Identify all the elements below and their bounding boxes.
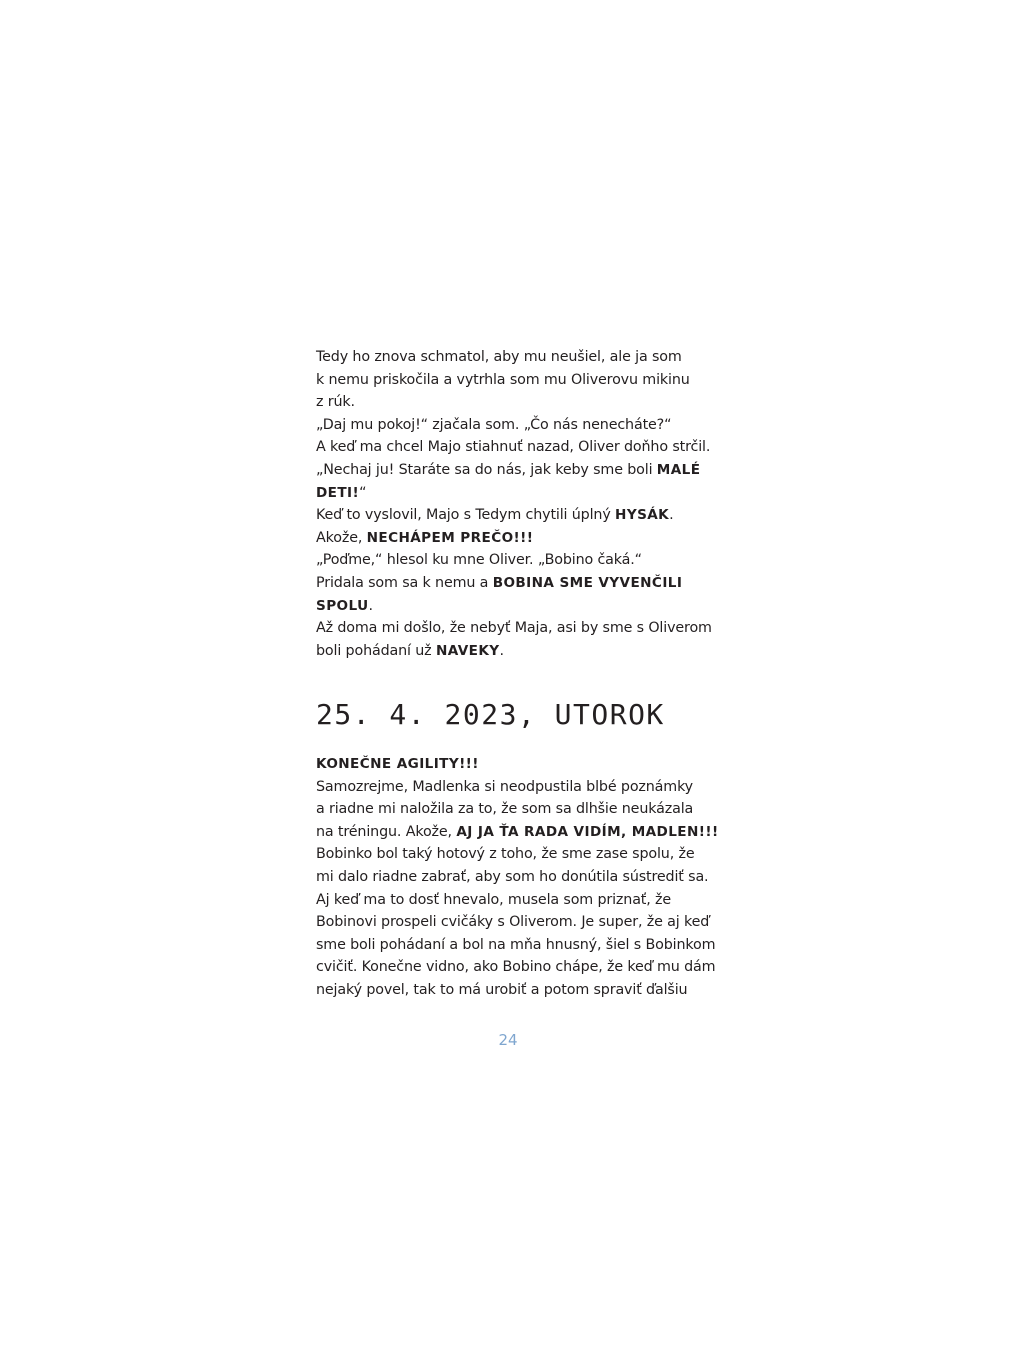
text-line [316, 753, 688, 776]
text-segment: „Daj mu pokoj!“ zjačala som. „Čo nás nenecháte?“ [316, 416, 672, 433]
text-segment: Až doma mi došlo, že nebyť Maja, asi by sme s Oliverom [316, 620, 712, 637]
text-segment: . [669, 507, 674, 524]
text-segment: Tedy ho znova schmatol, aby mu neušiel, ale ja som [316, 349, 682, 365]
text-line [316, 911, 710, 934]
emphasis-handwritten: BOBINA SME VYVENČILI [492, 574, 683, 591]
text-segment: na tréningu. Akože, [316, 823, 457, 840]
text-line [316, 776, 693, 799]
text-line [316, 346, 688, 369]
text-segment: A keď ma chcel Majo stiahnuť nazad, Oliver doňho strčil. [316, 439, 711, 456]
text-line [316, 482, 688, 505]
emphasis-handwritten: NECHÁPEM PREČO!!! [366, 529, 534, 546]
text-segment: . [499, 642, 504, 659]
text-line [316, 549, 688, 572]
emphasis-handwritten: DETI! [316, 484, 360, 501]
text-segment: k nemu priskočila a vytrhla som mu Oliverovu mikinu [316, 371, 690, 388]
text-line [316, 436, 711, 459]
text-line [316, 504, 688, 527]
text-segment: mi dalo riadne zabrať, aby som ho donútila sústrediť sa. [316, 868, 709, 885]
text-segment: “ [359, 484, 367, 501]
text-line [316, 979, 688, 1002]
text-line [316, 414, 688, 437]
emphasis-handwritten: MALÉ [656, 461, 701, 478]
text-line [316, 798, 694, 821]
text-segment: Keď to vyslovil, Majo s Tedym chytili úplný [316, 507, 616, 524]
text-line [316, 459, 701, 482]
story-text-block-1 [316, 346, 712, 662]
text-segment: z rúk. [316, 394, 355, 411]
text-segment: Aj keď ma to dosť hnevalo, musela som priznať, že [316, 891, 672, 908]
text-line [316, 866, 709, 889]
text-segment: Akože, [316, 529, 367, 546]
text-segment: Bobinko bol taký hotový z toho, že sme zase spolu, že [316, 846, 695, 863]
emphasis-handwritten: NAVEKY [435, 642, 500, 659]
text-line [316, 369, 688, 392]
page-number: 24 [498, 1031, 518, 1049]
text-line [316, 934, 716, 957]
text-segment: sme boli pohádaní a bol na mňa hnusný, šiel s Bobinkom [316, 936, 716, 953]
emphasis-handwritten: KONEČNE AGILITY!!! [316, 756, 479, 772]
story-text-block-2 [316, 753, 719, 1002]
text-segment: nejaký povel, tak to má urobiť a potom spraviť ďalšiu [316, 981, 688, 998]
text-line [316, 391, 688, 414]
text-segment: Pridala som sa k nemu a [316, 574, 493, 591]
text-segment: cvičiť. Konečne vidno, ako Bobino chápe, že keď mu dám [316, 959, 716, 976]
text-line [316, 595, 688, 618]
text-segment: boli pohádaní už [316, 642, 436, 659]
text-segment: Samozrejme, Madlenka si neodpustila blbé poznámky [316, 778, 693, 795]
text-segment: „Nechaj ju! Staráte sa do nás, jak keby sme boli [316, 461, 657, 478]
text-line [316, 527, 688, 550]
diary-date-heading: 25. 4. 2023, UTOROK [316, 698, 665, 731]
text-line [316, 640, 688, 663]
text-line [316, 572, 688, 595]
text-line [316, 843, 695, 866]
emphasis-handwritten: SPOLU [316, 597, 369, 614]
text-segment: a riadne mi naložila za to, že som sa dlhšie neukázala [316, 801, 694, 818]
text-segment: Bobinovi prospeli cvičáky s Oliverom. Je super, že aj keď [316, 914, 710, 931]
text-line [316, 617, 712, 640]
emphasis-handwritten: AJ JA ŤA RADA VIDÍM, MADLEN!!! [456, 823, 719, 840]
emphasis-handwritten: HYSÁK [615, 507, 670, 524]
text-line [316, 956, 716, 979]
text-segment: „Poďme,“ hlesol ku mne Oliver. „Bobino čaká.“ [316, 552, 642, 569]
text-segment: . [368, 597, 373, 614]
text-line [316, 889, 688, 912]
text-line [316, 821, 719, 844]
